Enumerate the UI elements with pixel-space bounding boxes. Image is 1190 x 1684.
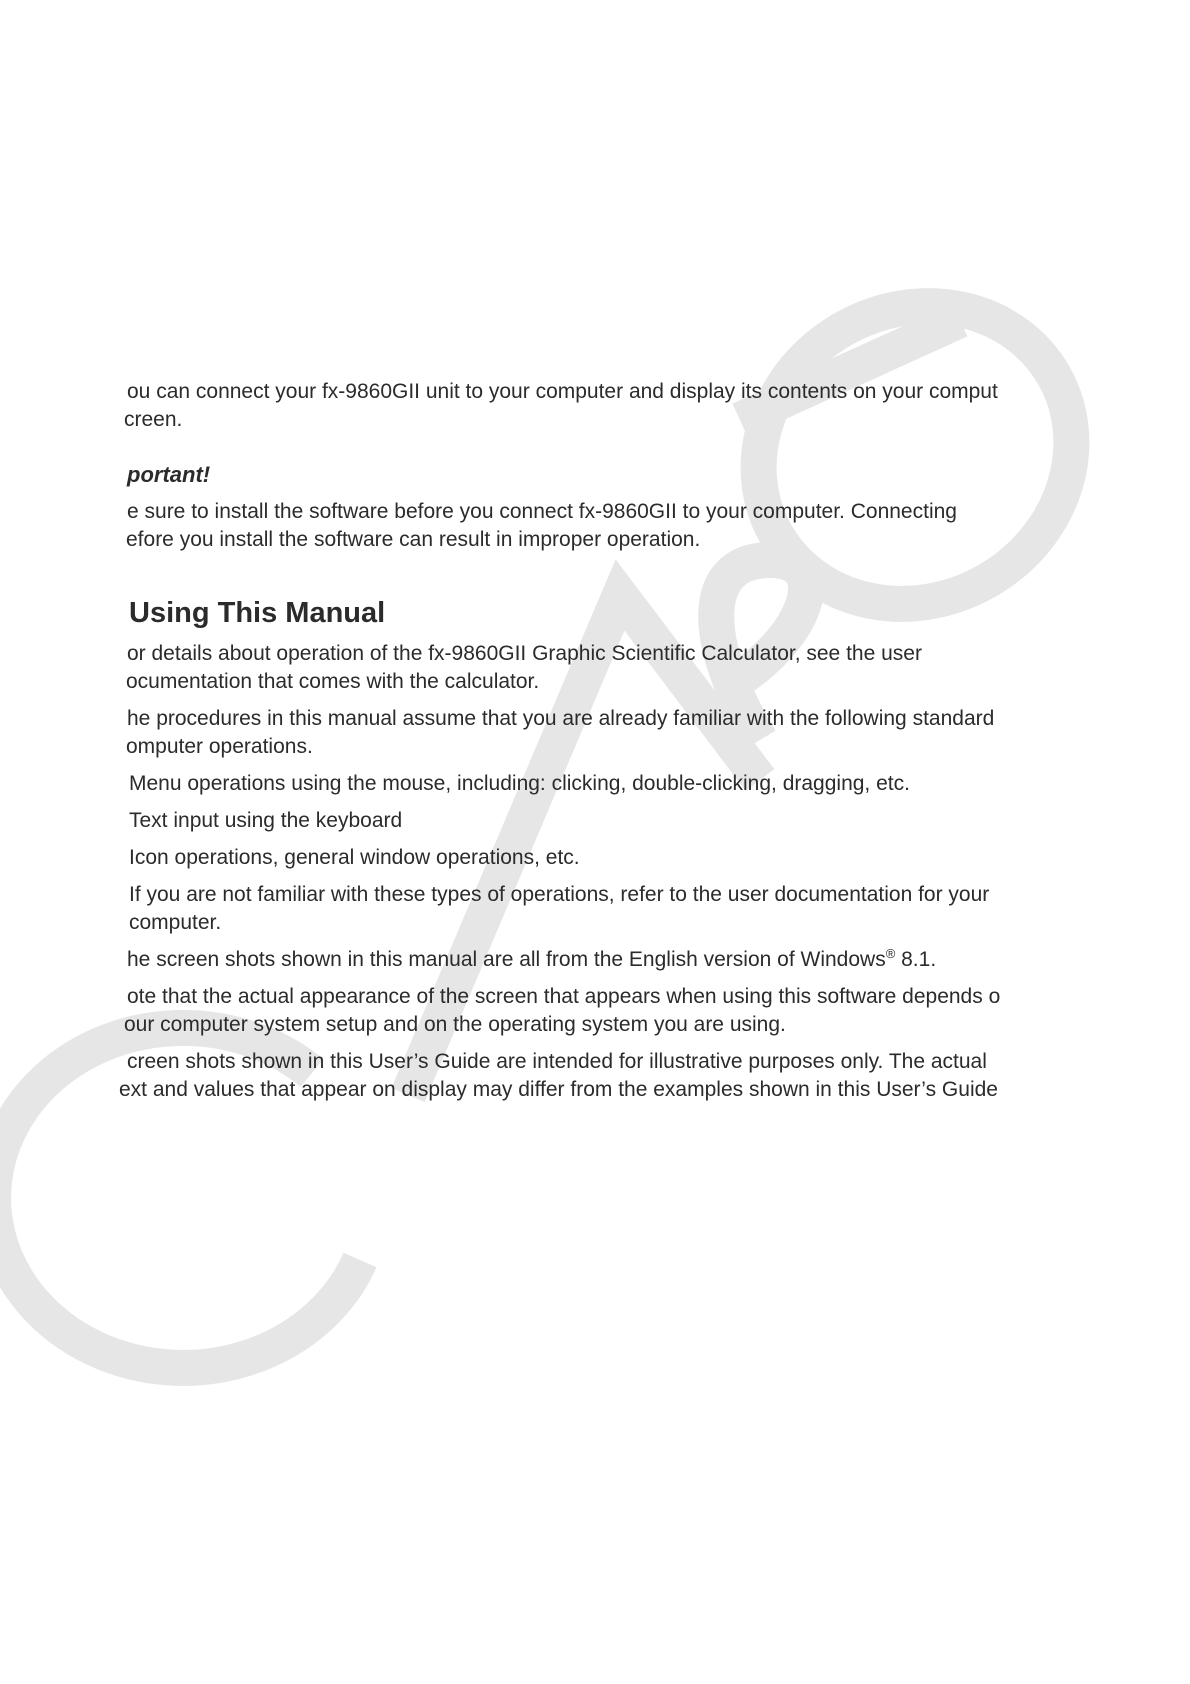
p3-line: [127, 946, 936, 974]
p4-line-1: ote that the actual appearance of the screen that appears when using this software depends o: [127, 985, 1001, 1008]
p3-version: 8.1.: [895, 948, 937, 971]
p5-line-1: creen shots shown in this User’s Guide are intended for illustrative purposes only. The actual: [127, 1050, 987, 1073]
p4-line-2: our computer system setup and on the operating system you are using.: [124, 1013, 786, 1036]
bullet-item: Text input using the keyboard: [129, 809, 403, 832]
bullet-item: Icon operations, general window operations, etc.: [129, 846, 580, 869]
important-line-2: efore you install the software can result in improper operation.: [126, 528, 701, 551]
p2-line-1: he procedures in this manual assume that you are already familiar with the following standard: [127, 707, 995, 730]
important-line-1: e sure to install the software before you connect fx-9860GII to your computer. Connecting: [127, 500, 957, 523]
important-title: portant!: [127, 462, 211, 487]
bullet-item: If you are not familiar with these types of operations, refer to the user documentation for your: [129, 883, 990, 906]
registered-mark: ®: [885, 946, 896, 961]
intro-line-2: creen.: [124, 408, 183, 431]
p2-line-2: omputer operations.: [126, 735, 313, 758]
p5-line-2: ext and values that appear on display may differ from the examples shown in this User’s Guide: [119, 1078, 998, 1101]
p3-text: he screen shots shown in this manual are all from the English version of Windows: [127, 948, 886, 971]
bullet-item: computer.: [129, 911, 222, 934]
intro-line-1: ou can connect your fx-9860GII unit to your computer and display its contents on your comput: [127, 380, 998, 403]
p1-line-2: ocumentation that comes with the calculator.: [126, 670, 540, 693]
bullet-item: Menu operations using the mouse, including: clicking, double-clicking, dragging, etc.: [129, 772, 910, 795]
section-heading: Using This Manual: [129, 597, 386, 629]
p1-line-1: or details about operation of the fx-9860GII Graphic Scientific Calculator, see the user: [127, 642, 922, 665]
